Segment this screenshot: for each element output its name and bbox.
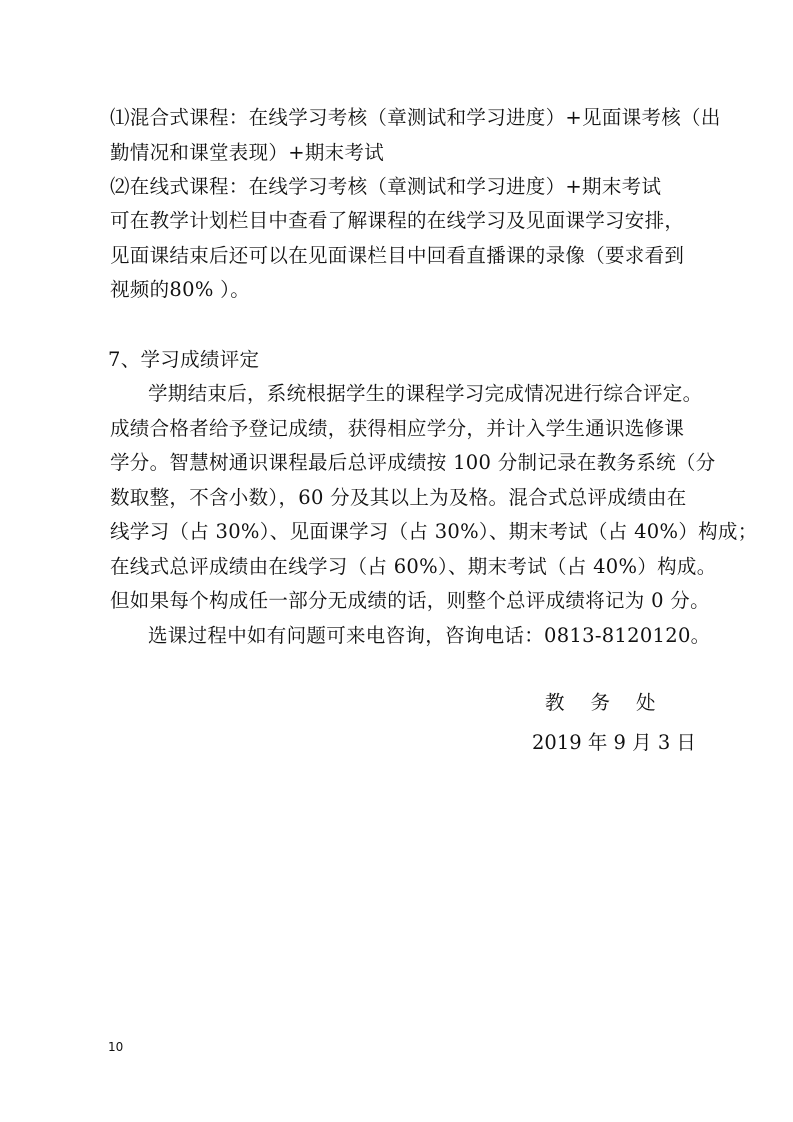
paragraph-line: 学期结束后，系统根据学生的课程学习完成情况进行综合评定。 <box>148 382 703 405</box>
assessment-line: ⑵在线式课程：在线学习考核（章测试和学习进度）+期末考试 <box>110 175 662 198</box>
assessment-line: 勤情况和课堂表现）+期末考试 <box>110 141 385 164</box>
page-number: 10 <box>108 1040 124 1054</box>
paragraph-line: 在线式总评成绩由在线学习（占 60%）、期末考试（占 40%）构成。 <box>110 555 717 578</box>
paragraph-line: 线学习（占 30%）、见面课学习（占 30%）、期末考试（占 40%）构成； <box>110 520 758 543</box>
signature-date: 2019 年 9 月 3 日 <box>532 731 696 754</box>
signature-office: 教务处 <box>545 691 682 714</box>
assessment-line: 见面课结束后还可以在见面课栏目中回看直播课的录像（要求看到 <box>110 244 685 267</box>
paragraph-line: 成绩合格者给予登记成绩，获得相应学分，并计入学生通识选修课 <box>110 417 685 440</box>
section-title: 7、学习成绩评定 <box>108 348 260 371</box>
paragraph-line: 但如果每个构成任一部分无成绩的话，则整个总评成绩将记为 0 分。 <box>110 589 710 612</box>
paragraph-line: 数取整，不含小数），60 分及其以上为及格。混合式总评成绩由在 <box>110 486 687 509</box>
contact-line: 选课过程中如有问题可来电咨询，咨询电话：0813-8120120。 <box>148 624 711 647</box>
assessment-line: 视频的80% ）。 <box>110 278 250 301</box>
paragraph-line: 学分。智慧树通识课程最后总评成绩按 100 分制记录在教务系统（分 <box>110 451 716 474</box>
assessment-line: ⑴混合式课程：在线学习考核（章测试和学习进度）+见面课考核（出 <box>110 106 721 129</box>
assessment-line: 可在教学计划栏目中查看了解课程的在线学习及见面课学习安排， <box>110 209 685 232</box>
